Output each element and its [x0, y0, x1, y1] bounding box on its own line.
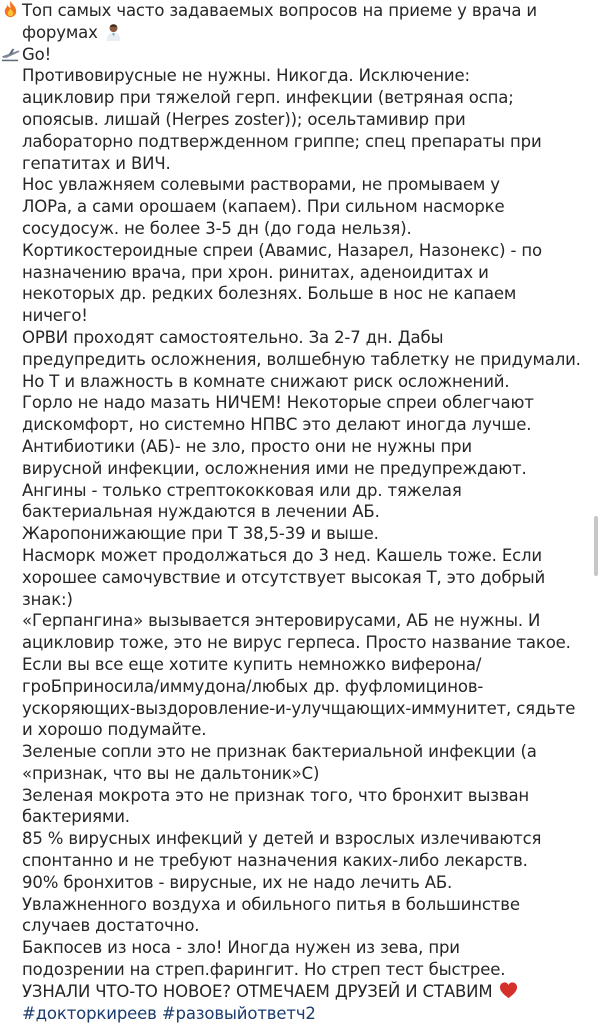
heart-icon	[498, 981, 519, 1000]
post-item-text: вирусной инфекции, осложнения ими не предупреждают.	[22, 458, 527, 478]
post-item-text: 85 % вирусных инфекций у детей и взрослых излечиваются	[22, 829, 542, 849]
post-item-line	[22, 283, 588, 305]
post-caption	[22, 0, 588, 1024]
post-item-line	[22, 959, 588, 981]
post-hashtags-line	[22, 1003, 588, 1024]
post-item-text: гепатитах и ВИЧ.	[22, 153, 171, 173]
post-item-line	[22, 218, 588, 240]
post-item-line	[22, 501, 588, 523]
post-item-text: ацикловир при тяжелой герп. инфекции (ветряная оспа;	[22, 88, 514, 108]
post-item-line	[22, 632, 588, 654]
post-item-text: предупредить осложнения, волшебную таблетку не придумали.	[22, 349, 581, 369]
post-item-line	[22, 240, 588, 262]
post-item	[22, 480, 588, 524]
post-item-text: ацикловир тоже, это не вирус герпеса. Просто название такое.	[22, 633, 571, 653]
post-item-line	[22, 698, 588, 720]
post-item-text: ЛОРа, а сами орошаем (капаем). При сильном насморке	[22, 197, 505, 217]
post-item-line	[22, 131, 588, 153]
post-item-line	[22, 392, 588, 414]
post-item-line	[22, 937, 588, 959]
post-item-text: бактериями.	[22, 807, 130, 827]
post-items	[22, 65, 588, 980]
post-item-text: Но Т и влажность в комнате снижают риск осложнений.	[22, 371, 510, 391]
post-item-text: хорошее самочувствие и отсутствует высокая Т, это добрый	[22, 567, 546, 587]
post-item-line	[22, 589, 588, 611]
post-item-text: Если вы все еще хотите купить немножко виферона/	[22, 654, 482, 674]
post-item-text: Бакпосев из носа - зло! Иногда нужен из зева, при	[22, 938, 460, 958]
post-item-text: Нос увлажняем солевыми растворами, не промываем у	[22, 175, 500, 195]
post-item	[22, 654, 588, 741]
post-item-line	[22, 610, 588, 632]
post-item-text: Зеленая мокрота это не признак того, что бронхит вызван	[22, 785, 530, 805]
post-item-line	[22, 65, 588, 87]
post-title-line1: Топ самых часто задаваемых вопросов на приеме у врача и	[22, 1, 537, 20]
post-item-text: ничего!	[22, 306, 88, 326]
fire-icon	[0, 0, 21, 19]
post-item-text: некоторых др. редких болезнях. Больше в нос не капаем	[22, 284, 517, 304]
post-item-text: знак:)	[22, 589, 73, 609]
post-item-text: Ангины - только стрептококковая или др. тяжелая	[22, 480, 462, 500]
post-item-text: лабораторно подтвержденном гриппе; спец препараты при	[22, 131, 542, 151]
post-item-text: «Герпангина» вызывается энтеровирусами, АБ не нужны. И	[22, 611, 541, 631]
post-item	[22, 174, 588, 327]
post-item-text: и хорошо подумайте.	[22, 720, 207, 740]
post-closing-line	[22, 981, 588, 1003]
post-go-text: Go!	[22, 44, 52, 64]
post-item-line	[22, 872, 588, 894]
post-item	[22, 872, 588, 937]
post-item-text: Кортикостероидные спреи (Авамис, Назарел, Назонекс) - по	[22, 240, 542, 260]
post-item-line	[22, 349, 588, 371]
post-item	[22, 937, 588, 981]
post-item	[22, 610, 588, 654]
post-item-text: Антибиотики (АБ)- не зло, просто они не нужны при	[22, 436, 472, 456]
post-item-text: сосудосуж. не более 3-5 дн (до года нельзя).	[22, 218, 412, 238]
post-item-line	[22, 850, 588, 872]
post-item-line	[22, 480, 588, 502]
post-item-line	[22, 436, 588, 458]
post-item-line	[22, 545, 588, 567]
doctor-icon	[103, 22, 124, 41]
hashtag-link[interactable]: #разовыйответч2	[161, 1003, 316, 1023]
post-item-text: гроБприносила/иммудона/любых др. фуфломицинов-	[22, 676, 484, 696]
post-item	[22, 65, 588, 174]
post-item-line	[22, 174, 588, 196]
post-item-line	[22, 87, 588, 109]
post-item-line	[22, 894, 588, 916]
post-item	[22, 523, 588, 545]
post-item-text: Противовирусные не нужны. Никогда. Исключение:	[22, 66, 470, 86]
post-item	[22, 741, 588, 785]
post-item-line	[22, 414, 588, 436]
post-item-line	[22, 327, 588, 349]
post-item-line	[22, 458, 588, 480]
post-item-text: опоясыв. лишай (Herpes zoster)); осельтамивир при	[22, 109, 466, 129]
post-item-line	[22, 806, 588, 828]
post-item-line	[22, 262, 588, 284]
post-item	[22, 545, 588, 610]
post-item-line	[22, 828, 588, 850]
post-item-text: ОРВИ проходят самостоятельно. За 2-7 дн. Дабы	[22, 327, 444, 347]
post-item-line	[22, 371, 588, 393]
post-item-line	[22, 915, 588, 937]
post-item-line	[22, 741, 588, 763]
post-item-text: Насморк может продолжаться до 3 нед. Кашель тоже. Если	[22, 545, 542, 565]
post-item-line	[22, 785, 588, 807]
post-item-line	[22, 719, 588, 741]
post-item-text: случаев достаточно.	[22, 916, 200, 936]
post-item-text: «признак, что вы не дальтоник»С)	[22, 763, 320, 783]
post-item	[22, 392, 588, 436]
post-item-line	[22, 763, 588, 785]
post-item-line	[22, 109, 588, 131]
post-item-line	[22, 196, 588, 218]
hashtag-link[interactable]: #докторкиреев	[22, 1003, 157, 1023]
post-item-line	[22, 305, 588, 327]
post-item-line	[22, 654, 588, 676]
post-item-text: назначению врача, при хрон. ринитах, аденоидитах и	[22, 262, 489, 282]
post-closing-text: УЗНАЛИ ЧТО-ТО НОВОЕ? ОТМЕЧАЕМ ДРУЗЕЙ И СТАВИМ	[22, 981, 493, 1001]
post-item-text: Зеленые сопли это не признак бактериальной инфекции (а	[22, 742, 537, 762]
post-item-text: 90% бронхитов - вирусные, их не надо лечить АБ.	[22, 872, 453, 892]
post-item	[22, 828, 588, 872]
post-go-line	[0, 44, 588, 66]
airplane-icon	[0, 44, 21, 63]
post-item-text: Увлажненного воздуха и обильного питья в большинстве	[22, 894, 520, 914]
post-item-line	[22, 676, 588, 698]
post-item	[22, 436, 588, 480]
post-title-line	[22, 22, 588, 44]
post-item-text: бактериальная нуждаются в лечении АБ.	[22, 502, 380, 522]
post-item-text: ускоряющих-выздоровление-и-улучщающих-иммунитет, сядьте	[22, 698, 576, 718]
post-item-line	[22, 523, 588, 545]
post-title-line2: форумах	[22, 22, 98, 42]
post-item-text: подозрении на стреп.фарингит. Но стреп тест быстрее.	[22, 960, 506, 980]
post-item-line	[22, 567, 588, 589]
post-item-text: дискомфорт, но системно НПВС это делают иногда лучше.	[22, 415, 532, 435]
post-title-line	[0, 0, 588, 22]
post-item-line	[22, 153, 588, 175]
post-item-text: спонтанно и не требуют назначения каких-либо лекарств.	[22, 851, 528, 871]
post-item	[22, 327, 588, 392]
post-item-text: Горло не надо мазать НИЧЕМ! Некоторые спреи облегчают	[22, 393, 534, 413]
post-item	[22, 785, 588, 829]
post-item-text: Жаропонижающие при Т 38,5-39 и выше.	[22, 524, 379, 544]
scrollbar-thumb[interactable]	[594, 516, 598, 576]
